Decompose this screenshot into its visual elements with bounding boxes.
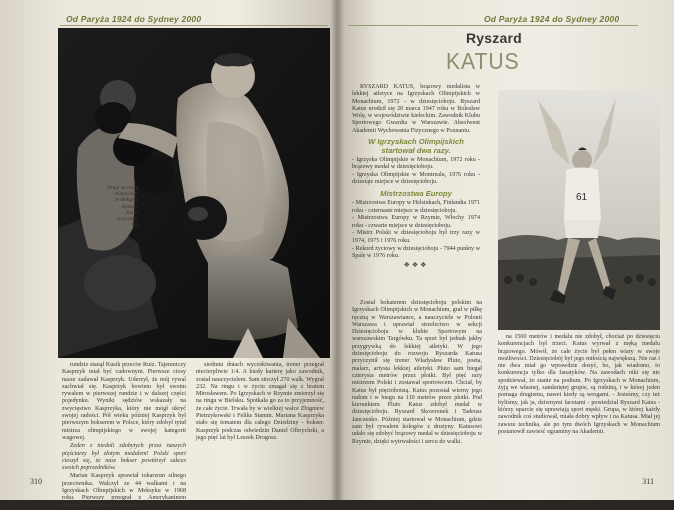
subheading-olympics: W Igrzyskach Olimpijskich startował dwa razy.	[368, 137, 464, 155]
boxing-photo	[58, 28, 330, 358]
caption-line: (z prawej)	[117, 216, 138, 223]
list-item: - Igrzyska Olimpijskie w Montrealu, 1976 roku - dziesiąte miejsce w dziesięcioboju.	[352, 172, 480, 186]
athlete-photo-image	[498, 90, 660, 330]
list-item: - Mistrz Polski w dziesięcioboju był trzy razy w 1974, 1975 i 1976 roku.	[352, 230, 480, 244]
right-intro-column	[352, 84, 480, 294]
caption-line: Ryszard	[121, 203, 138, 210]
list-item: - Mistrzostwa Europy w Helsinkach, Finlandia 1971 roku - czternaste miejsce w dziesięcioboju.	[352, 200, 480, 214]
page-number-left: 310	[30, 477, 42, 486]
right-header-rule	[348, 25, 638, 26]
body-paragraph: Marian Kasprzyk sprawiał tokarzom silnego przeciwnika. Walczył ze 44 walkami i na Igrzyskach Olimpijskich w Meksyku w 1968 roku. Pierwszy przegrał z Amerykaninem Armando Monzem stoczonym po	[62, 473, 186, 509]
right-page-header: Od Paryża 1924 do Sydney 2000	[484, 14, 620, 24]
right-body-column-right	[498, 334, 660, 482]
photo-caption	[100, 185, 138, 228]
left-header-rule	[60, 25, 328, 26]
boxing-photo-image	[58, 28, 330, 358]
page-number-right: 311	[642, 477, 654, 486]
right-page	[338, 0, 674, 500]
list-item: - Igrzyska Olimpijskie w Monachium, 1972 roku - brązowy medal w dziesięcioboju.	[352, 157, 480, 171]
body-paragraph: Został bohaterem dziesięcioboju polskim na Igrzyskach Olimpijskich w Monachium, grał w piłkę ręczną w Warszawiance, a nauczyciele w Polonii Warszawa i uprawiał strzelectwo w sekcji Dziesięcioboju w klubie Sportowym na warszawskim Targówku. Ta sport był jednak jakby przygrywką do lekkiej atletyki. W jego dziesięcioboju do rozwoju Ryszarda Katusa przyczynił się trener Władysław Pluto, poeta, malarz, artysta lekkiej atletyki. Pluto sam biegał czterysta metrów przez płotki. Był pięć razy mistrzem Polski i zostawał sportowcem. Chciał, by Katus był pięcioboistą. Katus pozostał wierny jego radom i w biegu na 110 metrów przez płotki. Pod kierunkiem Pluto Katus zdobył medal w dziesięcioboju. Ryszard Skowronek i Tadeusz Janczenko. Później startował w Monachium, gdzie sam był rywalem kolegów z drużyny. Katusowi udało się zdobyć brązowy medal w dziesięcioboju w Rzymie, dzięki wytrwałości i sercu do walki.	[352, 300, 482, 445]
right-body-column-left	[352, 300, 482, 482]
section-divider-stars: ❖❖❖	[403, 261, 429, 270]
olympics-list	[352, 157, 480, 187]
body-paragraph: rundzie stanął Kusik przeciw Ruiz. Tajemniczy Kasprzyk miał być cudownym. Pierwsze ciosy nasze zadawał Kasprzyk. Uderzył, że mój rywal zachwiał się. Kasprzyk bowiem był swoim rywalem w pierwszej rundzie i w dalszej części pojedynku. Wyniki sędziów wskazały na zwycięstwo Kasprzyka, który nie mógł ukryć swojej radości. Pół wieku później Kasprzyk był pierwszym bokserem w Polsce, który zdobył tytuł mistrza olimpijskiego w swojej kategorii wagowej.	[62, 362, 186, 441]
caption-line: Drugi na ringu olimpijskim	[107, 185, 138, 198]
left-page-header: Od Paryża 1924 do Sydney 2000	[66, 14, 202, 24]
athlete-last-name: KATUS	[446, 48, 520, 74]
caption-line: w Meksyku	[115, 197, 138, 204]
europe-list	[352, 200, 480, 260]
caption-line: był	[131, 222, 138, 229]
subheading-europe: Mistrzostwa Europy	[380, 188, 452, 198]
athlete-first-name: Ryszard	[466, 30, 522, 46]
body-paragraph: na 1500 metrów i medalu nie zdobył, chociaż po dziesięciu konkurencjach był trzeci. Katus wyrwał z męką medalu brązowego. Mówił, że całe życie był pełen wiary w swoje możliwości. Dziesięciobój był jego miłością największą. Nie raz i nie dwa miał go wprawdzie dosyć, bo, jak wiadomo, to konkurencja tylko dla fanatyków. Na zawodach nikt się nie spodziewał, że stanie na podium. Po Igrzyskach w Monachium, żyją we własnej, zamkniętej grupie, są rodziną, i w której jeden pomaga drugiemu, nawet kiedy są wrogami. - Jesteśmy, czy też byliśmy, jak ja, dziwnymi facetami - powiedział Ryszard Katus - którzy uparcie się uprawiają sport męski. Grupa, w której każdy zawodnik coś studiował, miała dobry wpływ i na Katusa. Miał jej zawsze technika, ale po tym dwóch Igrzyskach w Monachium postanowił zawieść egzaminy na Akademii.	[498, 334, 660, 435]
left-column-2	[196, 362, 324, 480]
svg-text:61: 61	[576, 192, 588, 203]
caption-line: Katus	[126, 209, 138, 216]
left-column-1	[62, 362, 186, 509]
body-paragraph: siedmiu dniach wyczekiwania, trener przegrał niecierpliwie 1:4. A kiedy karierę jako zawodnik, został nauczycielem. Sam stoczył 270 walk. Wygrał 232. Na ringu i w życiu zmagał się z bratem Mirosławem. Po Igrzyskach w Rzymie zmierzył się na ringu w Bielsku. Spotkała go za to przyjemność, że całe życie. Trwała by w wielkiej walce Zbigniew Pietrzykowski i Feliks Stamm. Mariana Kasprzyka stało się tematem dla całego Dziedziny - bokser. Kasprzyk podczas odwiedzin Daniel Olbrychski, a jego pięć lat był Leszek Drogosz.	[196, 362, 324, 441]
athlete-photo	[498, 90, 660, 330]
quote-paragraph: Zeden z niedoli zdobytych przez naszych pięściarzy był złotym medalem! Polski sport cieszył się, że nasz bokser powtórzył sukces swoich poprzedników.	[62, 443, 186, 472]
intro-paragraph: RYSZARD KATUS, brązowy medalista w lekkiej atletyce na Igrzyskach Olimpijskich w Monachium, 1972 - w dziesięcioboju. Ryszard Katus urodził się 20 marca 1947 roku w Bolesław Wolę, w województwie kieleckim. Zawodnik Klubu Sportowego Gwardia w Warszawie. Absolwent Akademii Wychowania Fizycznego w Poznaniu.	[352, 84, 480, 134]
list-item: - Rekord życiowy w dziesięcioboju - 7944 punkty w Spale w 1976 roku.	[352, 245, 480, 259]
list-item: - Mistrzostwa Europy w Rzymie, Włochy 1974 roku - czwarte miejsce w dziesięcioboju.	[352, 215, 480, 229]
